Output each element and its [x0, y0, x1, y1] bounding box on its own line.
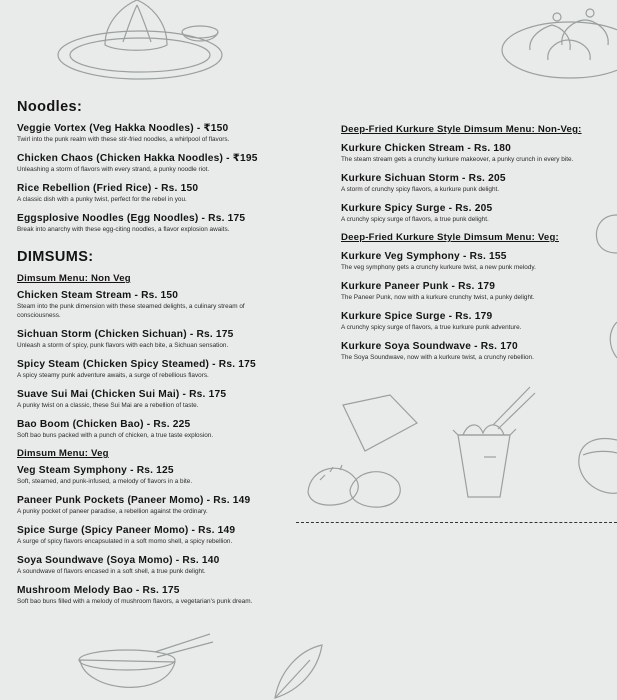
- list-item: [17, 122, 292, 144]
- item-desc: A crunchy spicy surge of flavors, a true kurkure punk adventure.: [341, 324, 522, 331]
- item-desc: A classic dish with a punky twist, perfect for the rebel in you.: [17, 196, 187, 203]
- list-item: [341, 142, 615, 164]
- list-item: [17, 212, 292, 234]
- list-item: [17, 464, 287, 486]
- item-name: Chicken Steam Stream - Rs. 150: [17, 290, 179, 301]
- item-desc: Unleashing a storm of flavors with every strand, a punky noodle riot.: [17, 166, 210, 173]
- list-item: [341, 172, 615, 194]
- noodle-bowl-icon: [75, 630, 215, 700]
- list-item: [341, 202, 615, 224]
- kurkure-non-veg-heading: Deep-Fried Kurkure Style Dimsum Menu: Non-Veg:: [341, 124, 582, 135]
- item-name: Kurkure Spicy Surge - Rs. 205: [341, 203, 493, 214]
- item-desc: A surge of spicy flavors encapsulated in a soft momo shell, a spicy rebellion.: [17, 538, 233, 545]
- item-name: Chicken Chaos (Chicken Hakka Noodles) - ₹195: [17, 153, 258, 164]
- list-item: [17, 152, 292, 174]
- item-desc: Soft bao buns filled with a melody of mushroom flavors, a vegetarian's punk dream.: [17, 598, 253, 605]
- item-name: Veg Steam Symphony - Rs. 125: [17, 465, 174, 476]
- list-item: [17, 494, 287, 516]
- item-name: Paneer Punk Pockets (Paneer Momo) - Rs. 149: [17, 495, 251, 506]
- list-item: [17, 289, 287, 320]
- item-desc: Soft bao buns packed with a punch of chicken, a true taste explosion.: [17, 432, 214, 439]
- list-item: [17, 584, 287, 606]
- item-desc: A spicy steamy punk adventure awaits, a surge of rebellious flavors.: [17, 372, 209, 379]
- item-desc: Break into anarchy with these egg-citing noodles, a flavor explosion awaits.: [17, 226, 230, 233]
- list-item: [341, 280, 615, 302]
- item-name: Spice Surge (Spicy Paneer Momo) - Rs. 149: [17, 525, 236, 536]
- item-desc: The veg symphony gets a crunchy kurkure twist, a new punk melody.: [341, 264, 536, 271]
- item-name: Kurkure Paneer Punk - Rs. 179: [341, 281, 496, 292]
- list-item: [17, 554, 287, 576]
- list-item: [17, 524, 287, 546]
- dumpling-plate-icon: [45, 0, 225, 85]
- item-name: Kurkure Soya Soundwave - Rs. 170: [341, 341, 518, 352]
- item-name: Kurkure Chicken Stream - Rs. 180: [341, 143, 512, 154]
- item-desc: Twirl into the punk realm with these stir-fried noodles, a whirlpool of flavors.: [17, 136, 230, 143]
- item-name: Spicy Steam (Chicken Spicy Steamed) - Rs. 175: [17, 359, 256, 370]
- item-name: Sichuan Storm (Chicken Sichuan) - Rs. 175: [17, 329, 234, 340]
- item-name: Soya Soundwave (Soya Momo) - Rs. 140: [17, 555, 220, 566]
- noodles-list: [17, 122, 292, 242]
- item-name: Eggsplosive Noodles (Egg Noodles) - Rs. 175: [17, 213, 246, 224]
- noodles-title: Noodles:: [17, 99, 83, 115]
- kurkure-veg-heading: Deep-Fried Kurkure Style Dimsum Menu: Veg:: [341, 232, 559, 243]
- dimsums-title: DIMSUMS:: [17, 249, 94, 265]
- list-item: [17, 328, 287, 350]
- kurkure-menus: [341, 124, 615, 370]
- item-name: Rice Rebellion (Fried Rice) - Rs. 150: [17, 183, 199, 194]
- item-desc: A soundwave of flavors encased in a soft shell, a true punk delight.: [17, 568, 206, 575]
- dimsum-non-veg-heading: Dimsum Menu: Non Veg: [17, 273, 131, 284]
- item-name: Kurkure Veg Symphony - Rs. 155: [341, 251, 507, 262]
- item-desc: A storm of crunchy spicy flavors, a kurkure punk delight.: [341, 186, 500, 193]
- item-desc: A punky pocket of paneer paradise, a rebellion against the ordinary.: [17, 508, 208, 515]
- leaf-icon: [270, 640, 325, 700]
- list-item: [17, 358, 287, 380]
- dashed-divider: [296, 522, 617, 523]
- item-desc: Soft, steamed, and punk-infused, a melody of flavors in a bite.: [17, 478, 193, 485]
- item-desc: The Paneer Punk, now with a kurkure crunchy twist, a punky delight.: [341, 294, 535, 301]
- noodle-bowl-icon: [575, 425, 617, 500]
- item-desc: Unleash a storm of spicy, punk flavors with each bite, a Sichuan sensation.: [17, 342, 229, 349]
- list-item: [341, 310, 615, 332]
- item-name: Bao Boom (Chicken Bao) - Rs. 225: [17, 419, 191, 430]
- item-name: Veggie Vortex (Veg Hakka Noodles) - ₹150: [17, 123, 229, 134]
- item-name: Mushroom Melody Bao - Rs. 175: [17, 585, 180, 596]
- item-desc: Steam into the punk dimension with these steamed delights, a culinary stream of consciousness.: [17, 303, 245, 319]
- item-desc: A punky twist on a classic, these Sui Mai are a rebellion of taste.: [17, 402, 199, 409]
- dimsum-basket-icon: [500, 5, 617, 85]
- list-item: [341, 250, 615, 272]
- napkin-icon: [335, 393, 420, 453]
- item-name: Kurkure Spice Surge - Rs. 179: [341, 311, 493, 322]
- item-name: Suave Sui Mai (Chicken Sui Mai) - Rs. 175: [17, 389, 227, 400]
- dumplings-icon: [300, 450, 410, 510]
- list-item: [17, 388, 287, 410]
- list-item: [17, 182, 292, 204]
- noodle-box-icon: [438, 385, 538, 500]
- item-desc: The steam stream gets a crunchy kurkure makeover, a punky crunch in every bite.: [341, 156, 574, 163]
- item-desc: A crunchy spicy surge of flavors, a true punk delight.: [341, 216, 489, 223]
- dimsum-menus: [17, 273, 287, 614]
- item-name: Kurkure Sichuan Storm - Rs. 205: [341, 173, 506, 184]
- list-item: [341, 340, 615, 362]
- item-desc: The Soya Soundwave, now with a kurkure twist, a crunchy rebellion.: [341, 354, 534, 361]
- list-item: [17, 418, 287, 440]
- dimsum-veg-heading: Dimsum Menu: Veg: [17, 448, 109, 459]
